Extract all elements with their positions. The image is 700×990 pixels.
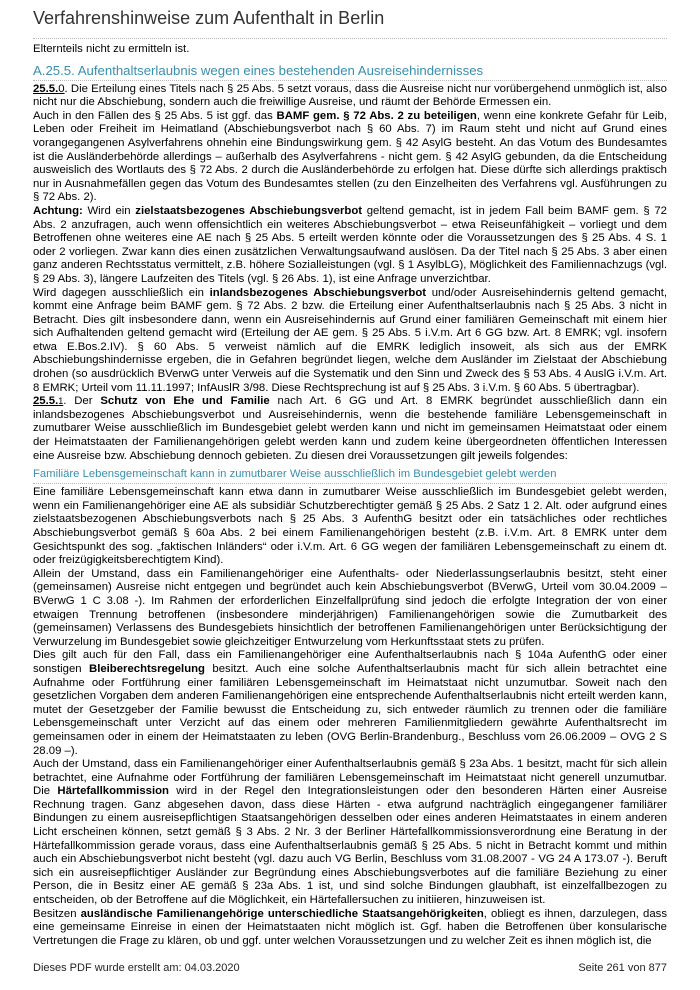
paragraph-bleiberecht <box>33 649 667 758</box>
text-segment: Dies gilt auch für den Fall, dass ein Familienangehöriger eine Aufenthaltserlaubnis nach § 104a AufenthG oder einer sonstigen <box>33 649 667 675</box>
bold-text: Härtefallkommission <box>57 785 169 798</box>
paragraph-number-suffix: 0 <box>58 82 65 95</box>
bold-text: BAMF gem. § 72 Abs. 2 zu beteiligen <box>276 109 477 122</box>
creation-date-note: Dieses PDF wurde erstellt am: 04.03.2020 <box>33 962 240 974</box>
bold-text: Bleiberechtsregelung <box>89 662 205 675</box>
text-segment: Auch in den Fällen des § 25 Abs. 5 ist ggf. das <box>33 109 277 122</box>
bold-text: zielstaatsbezogenes Abschiebungsverbot <box>135 204 363 217</box>
text-segment: wird in der Regel den Integrationsleistungen oder den besonderen Härten einer Ausreise Rechnung tragen. Ganz abgesehen davon, dass diese Härten - etwa aufgrund nachträglich eingegangener familiärer Bindungen zu einem ausreisepflichtigen Staatsangehörigen desselben oder eines anderen Heimatstaates in einem anderen Licht erscheinen können, setzt gemäß § 3 Abs. 2 Nr. 3 der Berliner Härtefallkommissionsverordnung eine Beratung in der Härtefallkommission gerade voraus, dass eine Aufenthaltserlaubnis gemäß § 25 Abs. 5 nicht in Betracht kommt und mithin auch ein Abschiebungsverbot nicht besteht (vgl. dazu auch VG Berlin, Beschluss vom 31.08.2007 - VG 24 A 173.07 -). Beruft sich ein ausreisepflichtiger Ausländer zur Begründung eines Abschiebungsverbotes auf die familiäre Beziehung zu einer Person, die in Besitz einer AE gemäß § 23a Abs. 1 ist, und sind solche Bindungen glaubhaft, ist einzelfallbezogen zu entscheiden, ob der Betroffene auf die Möglichkeit, ein Härtefallersuchen zu initiieren, hinzuweisen ist. <box>33 785 667 907</box>
section-heading: A.25.5. Aufenthaltserlaubnis wegen eines bestehenden Ausreisehindernisses <box>33 63 667 81</box>
page-title: Verfahrenshinweise zum Aufenthalt in Berlin <box>33 8 667 39</box>
paragraph-number: 25.5. <box>33 395 59 408</box>
paragraph-number-suffix: 1 <box>58 396 64 407</box>
text-segment: und/oder Ausreisehindernis geltend gemacht, kommt eine Anfrage beim BAMF gem. § 72 Abs. 2 bzw. die Erteilung einer Aufenthaltserlaubnis nach § 25 Abs. 3 nicht in Betracht. Dies gilt insbesondere dann, wenn ein Ausreisehindernis auf Grund einer familiären Gemeinschaft mit einem hier sich Aufhaltenden geltend gemacht wird (Erteilung der AE gem. § 25 Abs. 5 i.V.m. Art 6 GG bzw. Art. 8 EMRK; vgl. insofern etwa E.Bos.2.IV). § 60 Abs. 5 verweist nämlich auf die EMRK lediglich insoweit, als sich aus der EMRK Abschiebungshindernisse ergeben, die in Gefahren begründet liegen, welche dem Ausländer im Zielstaat der Abschiebung drohen (so ausdrücklich BVerwG unter Verweis auf die Systematik und den Sinn und Zweck des § 53 Abs. 4 AuslG i.V.m. Art. 8 EMRK; Urteil vom 11.11.1997; InfAuslR 3/98. Diese Rechtsprechung ist auf § 25 Abs. 3 i.V.m. § 60 Abs. 5 übertragbar). <box>33 286 668 394</box>
text-segment: , obliegt es ihnen, darzulegen, dass eine gemeinsame Einreise in einen der Heimatstaaten nicht möglich ist. Ggf. haben die Betroffenen über konsularische Vertretungen die Frage zu klären, ob und ggf. unter welchen Voraussetzungen und zu welcher Zeit es ihnen möglich ist, die <box>33 907 667 947</box>
bold-text: inlandsbezogenes Abschiebungsverbot <box>209 286 427 299</box>
text-segment: geltend gemacht, ist in jedem Fall beim BAMF gem. § 72 Abs. 2 anzufragen, auch wenn offensichtlich ein weiteres Abschiebungsverbot – etwa Reiseunfähigkeit – vorliegt und dem Betroffenen ohne weiteres eine AE nach § 25 Abs. 5 erteilt werden könnte oder die Voraussetzungen des § 25 Abs. 4 S. 1 oder 2 vorliegen. Zwar kann dies einen zusätzlichen Verwaltungsaufwand auslösen. Da der Titel nach § 25 Abs. 3 aber einen ganz anderen Rechtsstatus vermittelt, z.B. höhere Sozialleistungen (vgl. § 1 AsylbLG), Möglichkeit des Familiennachzugs (vgl. § 29 Abs. 3), längere Laufzeiten des Titels (vgl. § 26 Abs. 1), ist eine Anfrage unverzichtbar. <box>33 204 667 285</box>
paragraph-aufenthaltserlaubnis: Allein der Umstand, dass ein Familienangehöriger eine Aufenthalts- oder Niederlassungserlaubnis besitzt, steht einer (gemeinsamen) Ausreise nicht entgegen und begründet auch kein Abschiebungsverbot (BVerwG, Urteil vom 30.04.2009 – BVerwG 1 C 3.08 -). Im Rahmen der erforderlichen Einzelfallprüfung sind jedoch die erfolgte Integration der von einer etwaigen Trennung betroffenen (insbesondere minderjährigen) Familienangehörigen sowie die Zumutbarkeit des (gemeinsamen) Verlassens des Bundesgebiets hinsichtlich der betroffenen Familienangehörigen unter Berücksichtigung der Verwurzelung im Bundesgebiet sowie gleichzeitiger Entwurzelung vom Herkunftsstaat stets zu prüfen. <box>33 567 667 648</box>
paragraph-text: . Die Erteilung eines Titels nach § 25 Abs. 5 setzt voraus, dass die Ausreise nicht nur vorübergehend unmöglich ist, also nicht nur die Abschiebung, sondern auch die freiwillige Ausreise, und räumt der Behörde Ermessen ein. <box>33 82 667 109</box>
paragraph-bamf-beteiligung <box>33 110 667 205</box>
bold-text: Achtung: <box>33 204 83 217</box>
paragraph-inlandsbezogen <box>33 287 667 396</box>
document-body <box>33 43 667 948</box>
text-segment: besitzt. Auch eine solche Aufenthaltserlaubnis macht für sich allein betrachtet eine Aufnahme oder Fortführung einer familiären Lebensgemeinschaft im Heimatstaat nicht unzumutbar. Soweit nach den gesetzlichen Vorgaben dem anderen Familienangehörigen eine entsprechende Aufenthaltserlaubnis nicht erteilt werden kann, mutet der Gesetzgeber der Familie bewusst die Entscheidung zu, sich entweder räumlich zu trennen oder die familiäre Lebensgemeinschaft unter Verzicht auf das einem oder mehreren Familienmitgliedern gewährte Aufenthaltsrecht im gemeinsamen oder in einem der Heimatstaaten zu leben (OVG Berlin-Brandenburg., Beschluss vom 26.06.2009 – OVG 2 S 28.09 –). <box>33 662 668 757</box>
page-footer <box>33 962 667 974</box>
paragraph-achtung <box>33 205 667 287</box>
paragraph-25-5-1 <box>33 395 667 463</box>
text-segment: Wird ein <box>82 204 136 217</box>
paragraph-staatsangehoerigkeiten <box>33 908 667 949</box>
subsection-heading: Familiäre Lebensgemeinschaft kann in zumutbarer Weise ausschließlich im Bundesgebiet gelebt werden <box>33 467 667 484</box>
page-number: Seite 261 von 877 <box>578 962 667 974</box>
text-segment: . Der <box>63 395 101 408</box>
bold-text: ausländische Familienangehörige unterschiedliche Staatsangehörigkeiten <box>80 907 484 920</box>
paragraph-number: 25.5. <box>33 82 59 95</box>
text-segment: Wird dagegen ausschließlich ein <box>33 286 210 299</box>
text-segment: , wenn eine konkrete Gefahr für Leib, Leben oder Freiheit im Heimatland (Abschiebungsverbot nach § 60 Abs. 7) im Raum steht und nicht auf Grund eines vorangegangenen Asylverfahrens ohnehin eine Bindungswirkung gem. § 42 AsylG besteht. An das Votum des Bundesamtes ist die Ausländerbehörde allerdings – außerhalb des Asylverfahrens - nicht gem. § 42 AsylG gebunden, da die Entscheidung ausweislich des Wortlauts des § 72 Abs. 2 durch die Ausländerbehörde zu erfolgen hat. Diese dürfte sich allerdings praktisch nur in Ausnahmefällen gegen das Votum des Bundesamtes stellen (zu den Einzelheiten des Verfahrens vgl. Ausführungen zu § 72 Abs. 2). <box>33 109 668 204</box>
intro-paragraph: Elternteils nicht zu ermitteln ist. <box>33 43 190 55</box>
paragraph-lebensgemeinschaft: Eine familiäre Lebensgemeinschaft kann etwa dann in zumutbarer Weise ausschließlich im Bundesgebiet gelebt werden, wenn ein Familienangehöriger eine AE als subsidiär Schutzberechtigter gemäß § 25 Abs. 2 Satz 1 2. Alt. oder aufgrund eines zielstaatsbezogenen Abschiebungsverbots nach § 25 Abs. 3 AufenthG besitzt oder ein tatsächliches oder rechtliches Abschiebungsverbot gemäß § 60a Abs. 2 bei einem Familienangehörigen besteht (z.B. i.V.m. Art. 8 EMRK unter dem Gesichtspunkt des sog. „faktischen Inländers“ oder i.V.m. Art. 6 GG wegen der familiären Lebensgemeinschaft zu einem dt. oder freizügigkeitsberechtigtem Kind). <box>33 486 667 567</box>
text-segment: nach Art. 6 GG und Art. 8 EMRK begründet ausschließlich dann ein inlandsbezogenes Abschiebungsverbot und Ausreisehindernis, wenn die bestehende familiäre Lebensgemeinschaft in zumutbarer Weise ausschließlich im Bundesgebiet gelebt werden kann und nicht im gemeinsamen Heimatstaat oder einem der Heimatstaaten der Familienangehörigen gelebt werden kann und zudem keine übergeordneten öffentlichen Interessen eine Ausreise bzw. Abschiebung dennoch gebieten. Zu diesen drei Voraussetzungen gilt jeweils folgendes: <box>33 395 667 462</box>
bold-text: Schutz von Ehe und Familie <box>100 395 270 408</box>
paragraph-haertefall <box>33 758 667 908</box>
text-segment: Besitzen <box>33 907 81 920</box>
paragraph-25-5-0 <box>33 83 667 110</box>
text-segment: Auch der Umstand, dass ein Familienangehöriger einer Aufenthaltserlaubnis gemäß § 23a Abs. 1 besitzt, macht für sich allein betrachtet, eine Aufnahme oder Fortführung der familiären Lebensgemeinschaft im Heimatstaat nicht generell unzumutbar. Die <box>33 758 667 798</box>
